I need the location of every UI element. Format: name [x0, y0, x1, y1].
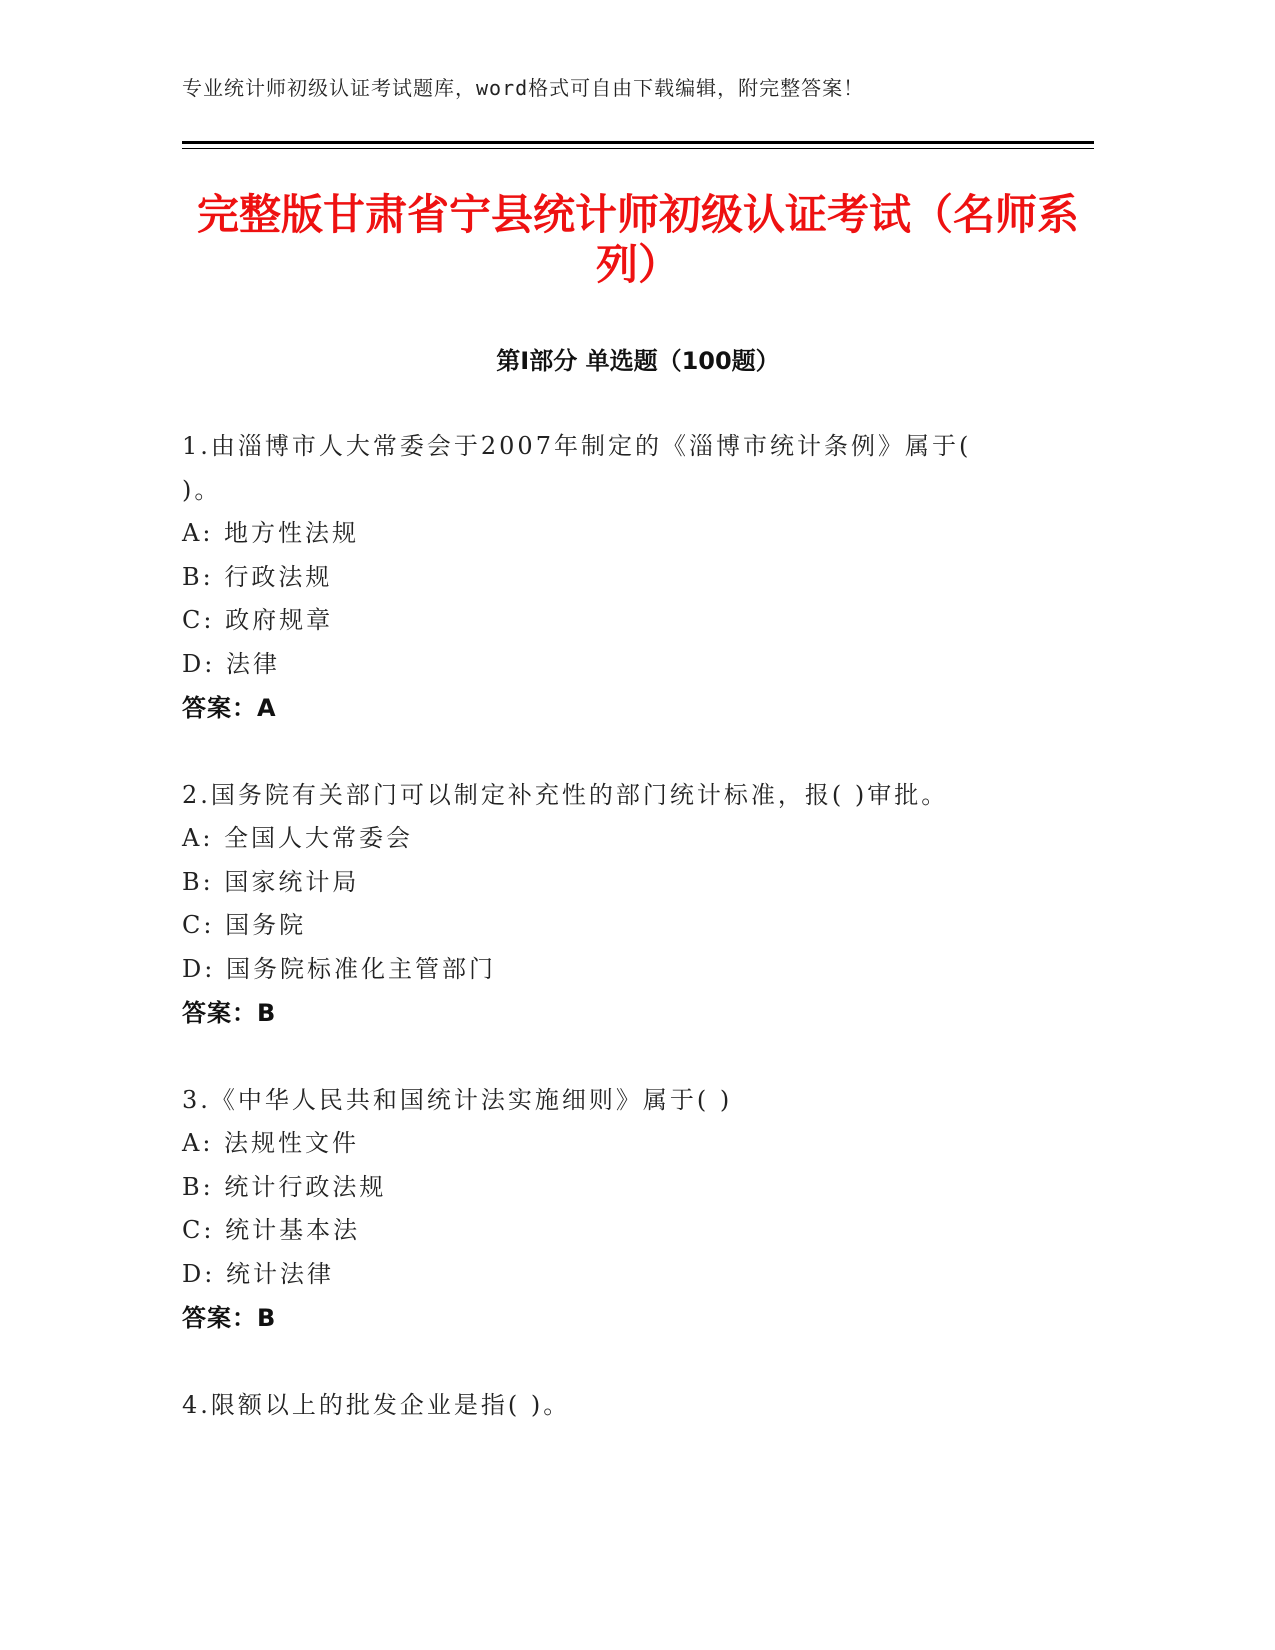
question-4: [182, 1383, 1012, 1427]
document-title: 完整版甘肃省宁县统计师初级认证考试（名师系列）: [196, 190, 1079, 289]
question-stem: 4.限额以上的批发企业是指( )。: [182, 1391, 571, 1419]
option-c: C: 国务院: [182, 911, 307, 939]
option-a: A: 全国人大常委会: [182, 824, 414, 852]
question-stem: 3.《中华人民共和国统计法实施细则》属于( ): [182, 1086, 733, 1114]
question-2: [182, 773, 1012, 1035]
answer-label: 答案：B: [182, 999, 277, 1027]
question-1: [182, 424, 1012, 730]
option-b: B: 国家统计局: [182, 867, 360, 896]
question-3: [182, 1078, 1012, 1340]
header-note: 专业统计师初级认证考试题库，word格式可自由下载编辑，附完整答案！: [182, 76, 865, 100]
option-b: B: 行政法规: [182, 562, 333, 591]
option-d: D: 统计法律: [182, 1259, 334, 1288]
option-b: B: 统计行政法规: [182, 1172, 387, 1201]
option-d: D: 法律: [182, 649, 280, 678]
question-stem: 1.由淄博市人大常委会于2007年制定的《淄博市统计条例》属于( )。: [182, 432, 972, 504]
answer-label: 答案：B: [182, 1304, 277, 1332]
question-stem: 2.国务院有关部门可以制定补充性的部门统计标准，报( )审批。: [182, 781, 949, 809]
answer-label: 答案：A: [182, 694, 277, 722]
option-c: C: 统计基本法: [182, 1216, 361, 1244]
header-rule-thin: [182, 148, 1094, 149]
option-d: D: 国务院标准化主管部门: [182, 954, 496, 983]
question-list: [182, 424, 1012, 1470]
option-a: A: 地方性法规: [182, 519, 360, 547]
option-c: C: 政府规章: [182, 606, 334, 634]
option-a: A: 法规性文件: [182, 1129, 360, 1157]
header-rule-thick: [182, 141, 1094, 144]
section-title: 第I部分 单选题（100题）: [496, 347, 780, 375]
